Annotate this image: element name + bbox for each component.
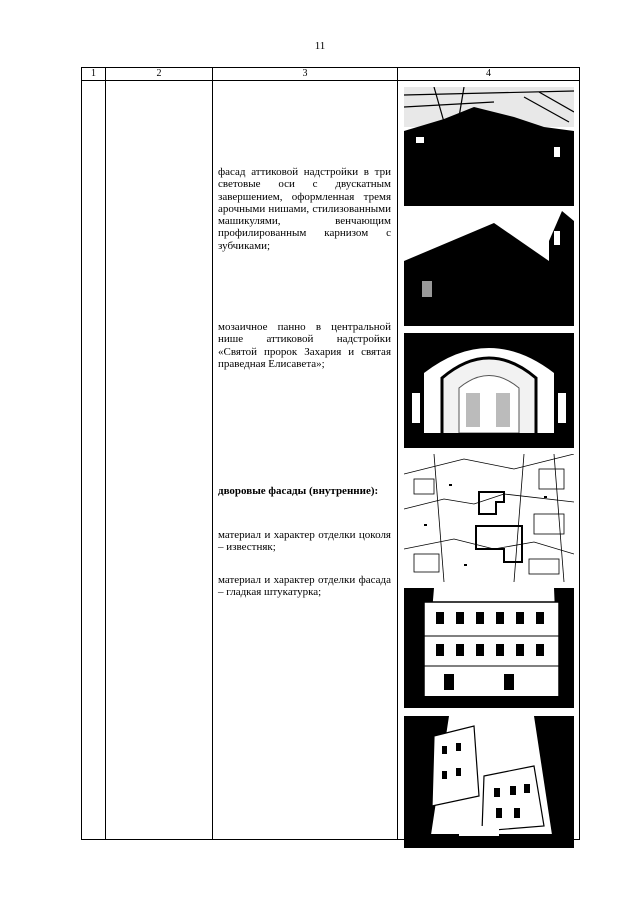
cell-name — [106, 81, 213, 840]
text-mosaic-panel: мозаичное панно в центральной нише аттиковой надстройки «Святой пророк Захария и святая праведная Елисавета»; — [218, 321, 391, 370]
column-header-1: 1 — [82, 68, 106, 81]
text-attic-facade: фасад аттиковой надстройки в три световые оси с двускатным завершением, оформленная тремя арочными нишами, стилизованными машикулями, венчающим профилированным карнизом с зубчиками; — [218, 166, 391, 252]
site-plan-map — [404, 454, 574, 582]
attic-gable-photo — [404, 211, 574, 326]
monument-description-table — [81, 67, 580, 840]
cell-number — [82, 81, 106, 840]
column-header-3: 3 — [213, 68, 398, 81]
cell-photos — [398, 81, 580, 840]
courtyard-facade-photo — [404, 588, 574, 708]
column-header-2: 2 — [106, 68, 213, 81]
text-plinth-material: материал и характер отделки цоколя – известняк; — [218, 529, 391, 554]
cell-description — [213, 81, 398, 840]
column-header-4: 4 — [398, 68, 580, 81]
mosaic-niche-photo — [404, 333, 574, 448]
table-header-row — [82, 68, 580, 81]
roof-gable-photo — [404, 87, 574, 206]
text-facade-finish: материал и характер отделки фасада – гладкая штукатурка; — [218, 574, 391, 599]
text-courtyard-heading: дворовые фасады (внутренние): — [218, 485, 379, 497]
table-row — [82, 81, 580, 840]
page-number: 11 — [314, 40, 326, 52]
courtyard-wide-photo — [404, 716, 574, 848]
